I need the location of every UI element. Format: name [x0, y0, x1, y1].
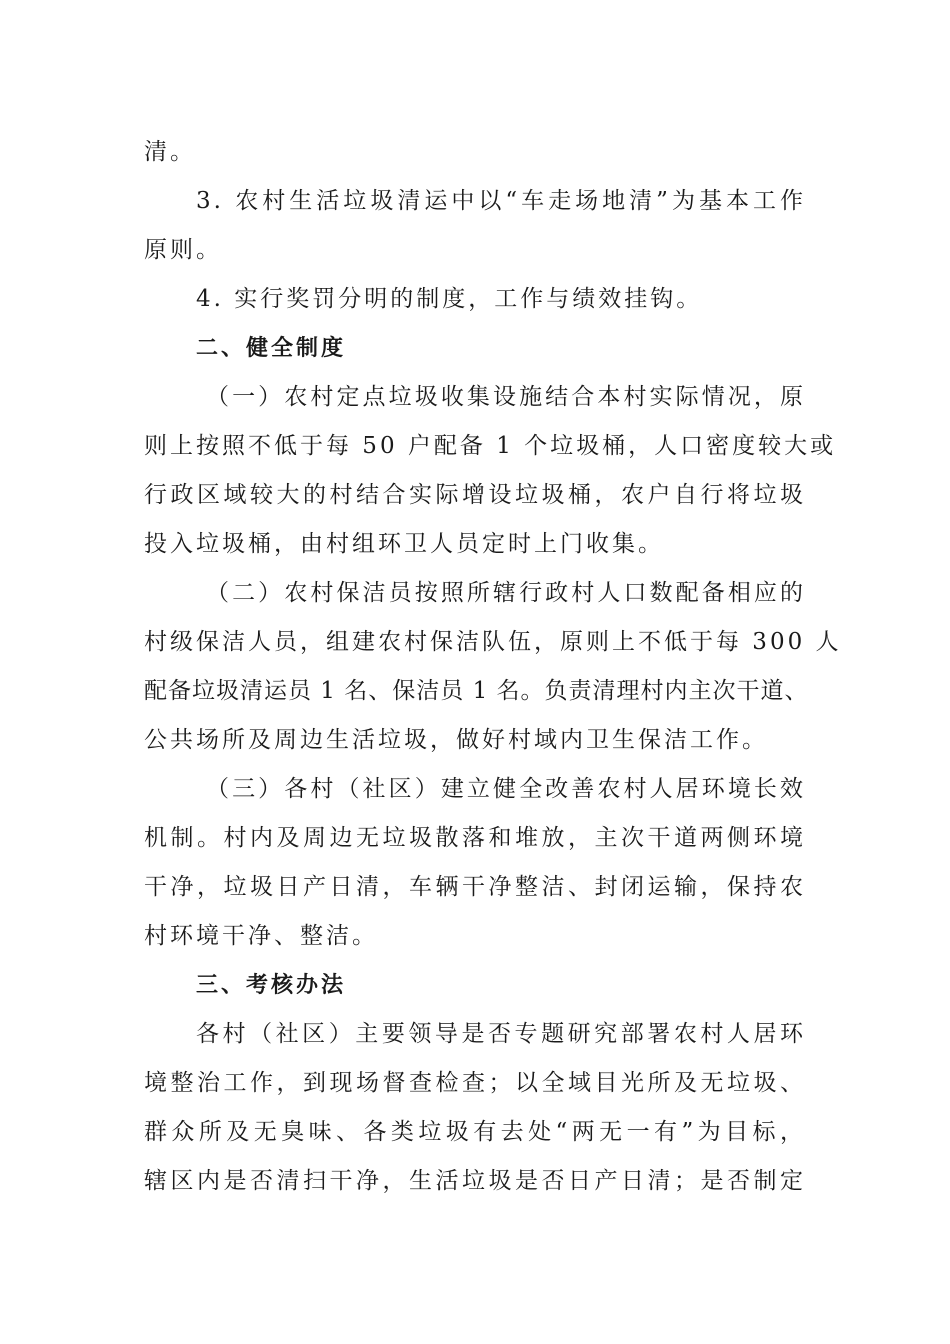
- text-line: 机制。村内及周边无垃圾散落和堆放，主次干道两侧环境: [144, 825, 806, 851]
- text-line: 4. 实行奖罚分明的制度，工作与绩效挂钩。: [196, 286, 703, 312]
- text-line: 原则。: [144, 237, 222, 263]
- text-line: 则上按照不低于每 50 户配备 1 个垃圾桶，人口密度较大或: [144, 433, 837, 459]
- text-line: 投入垃圾桶，由村组环卫人员定时上门收集。: [144, 531, 664, 557]
- text-line: 配备垃圾清运员 1 名、保洁员 1 名。负责清理村内主次干道、: [144, 678, 809, 704]
- text-line: 村级保洁人员，组建农村保洁队伍，原则上不低于每 300 人: [144, 629, 842, 655]
- section-heading: 二、健全制度: [196, 336, 347, 361]
- text-line: 村环境干净、整洁。: [144, 923, 378, 949]
- text-line: 行政区域较大的村结合实际增设垃圾桶，农户自行将垃圾: [144, 482, 806, 508]
- text-line: 辖区内是否清扫干净，生活垃圾是否日产日清；是否制定: [144, 1168, 806, 1194]
- text-line: 群众所及无臭味、各类垃圾有去处“两无一有”为目标，: [144, 1119, 806, 1145]
- text-line: 各村（社区）主要领导是否专题研究部署农村人居环: [196, 1021, 806, 1047]
- document-body: [144, 128, 842, 1206]
- text-line: （二）农村保洁员按照所辖行政村人口数配备相应的: [206, 580, 806, 606]
- text-line: 境整治工作，到现场督查检查；以全域目光所及无垃圾、: [144, 1070, 806, 1096]
- text-line: 3. 农村生活垃圾清运中以“车走场地清”为基本工作: [196, 188, 806, 214]
- text-line: （三）各村（社区）建立健全改善农村人居环境长效: [206, 776, 806, 802]
- text-line: （一）农村定点垃圾收集设施结合本村实际情况，原: [206, 384, 806, 410]
- text-line: 公共场所及周边生活垃圾，做好村域内卫生保洁工作。: [144, 727, 768, 753]
- text-line: 干净，垃圾日产日清，车辆干净整洁、封闭运输，保持农: [144, 874, 806, 900]
- text-line: 清。: [144, 139, 196, 165]
- section-heading: 三、考核办法: [196, 973, 347, 998]
